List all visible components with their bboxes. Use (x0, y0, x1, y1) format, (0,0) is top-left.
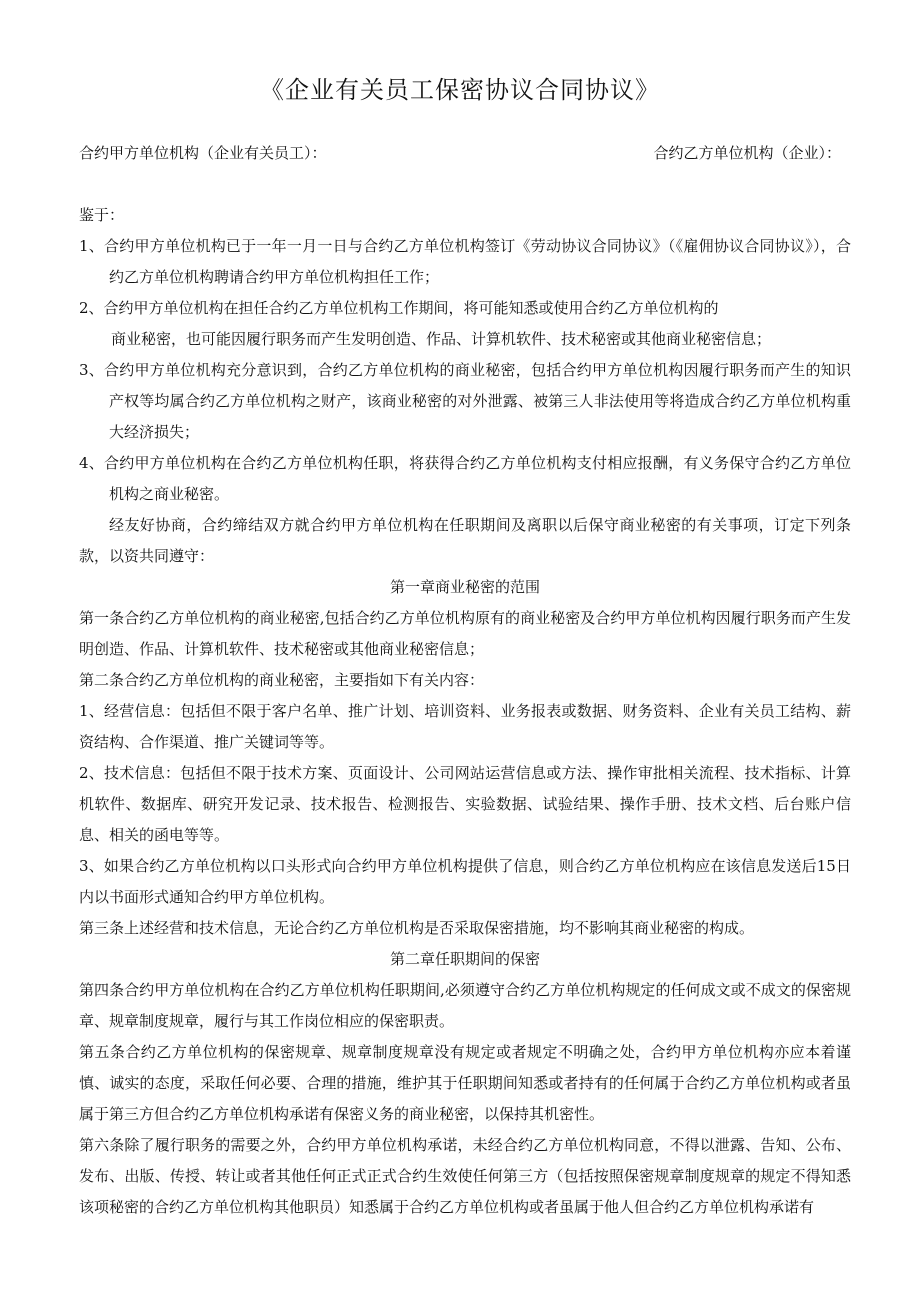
article-4: 第四条合约甲方单位机构在合约乙方单位机构任职期间,必须遵守合约乙方单位机构规定的任何成文或不成文的保密规章、规章制度规章，履行与其工作岗位相应的保密职责。 (79, 981, 851, 1030)
article-5: 第五条合约乙方单位机构的保密规章、规章制度规章没有规定或者规定不明确之处，合约甲方单位机构亦应本着谨慎、诚实的态度，采取任何必要、合理的措施，维护其于任职期间知悉或者持有的任何属于合约乙方单位机构或者虽属于第三方但合约乙方单位机构承诺有保密义务的商业秘密，以保持其机密性。 (79, 1043, 851, 1123)
document-body (79, 200, 851, 1223)
article-2-item-3: 3、如果合约乙方单位机构以口头形式向合约甲方单位机构提供了信息，则合约乙方单位机构应在该信息发送后15日内以书面形式通知合约甲方单位机构。 (79, 857, 851, 906)
chapter-2-heading: 第二章任职期间的保密 (389, 950, 540, 968)
parties-line (79, 142, 841, 170)
article-2-item-1: 1、经营信息：包括但不限于客户名单、推广计划、培训资料、业务报表或数据、财务资料、企业有关员工结构、薪资结构、合作渠道、推广关键词等等。 (79, 702, 851, 751)
article-3: 第三条上述经营和技术信息，无论合约乙方单位机构是否采取保密措施，均不影响其商业秘密的构成。 (79, 919, 755, 937)
recital-2-cont: 商业秘密，也可能因履行职务而产生发明创造、作品、计算机软件、技术秘密或其他商业秘密信息； (111, 330, 772, 348)
preamble: 经友好协商，合约缔结双方就合约甲方单位机构在任职期间及离职以后保守商业秘密的有关事项，订定下列条款，以资共同遵守： (79, 516, 851, 565)
recital-4: 4、合约甲方单位机构在合约乙方单位机构任职，将获得合约乙方单位机构支付相应报酬，有义务保守合约乙方单位机构之商业秘密。 (79, 454, 851, 503)
article-2-item-2: 2、技术信息：包括但不限于技术方案、页面设计、公司网站运营信息或方法、操作审批相关流程、技术指标、计算机软件、数据库、研究开发记录、技术报告、检测报告、实验数据、试验结果、操作手册、技术文档、后台账户信息、相关的函电等等。 (79, 764, 851, 844)
recital-1: 1、合约甲方单位机构已于一年一月一日与合约乙方单位机构签订《劳动协议合同协议》（《雇佣协议合同协议》），合约乙方单位机构聘请合约甲方单位机构担任工作； (79, 237, 851, 286)
article-2: 第二条合约乙方单位机构的商业秘密，主要指如下有关内容： (79, 671, 485, 689)
document-title: 《企业有关员工保密协议合同协议》 (260, 76, 660, 104)
recital-3: 3、合约甲方单位机构充分意识到，合约乙方单位机构的商业秘密，包括合约甲方单位机构因履行职务而产生的知识产权等均属合约乙方单位机构之财产，该商业秘密的对外泄露、被第三人非法使用等将造成合约乙方单位机构重大经济损失； (79, 361, 851, 441)
article-6: 第六条除了履行职务的需要之外，合约甲方单位机构承诺，未经合约乙方单位机构同意，不得以泄露、告知、公布、发布、出版、传授、转让或者其他任何正式正式合约生效使任何第三方（包括按照保密规章制度规章的规定不得知悉该项秘密的合约乙方单位机构其他职员）知悉属于合约乙方单位机构或者虽属于他人但合约乙方单位机构承诺有 (79, 1136, 851, 1216)
party-a-label: 合约甲方单位机构（企业有关员工）： (79, 144, 327, 162)
party-b-label: 合约乙方单位机构（企业）： (653, 144, 841, 162)
whereas-heading: 鉴于： (79, 206, 125, 224)
chapter-1-heading: 第一章商业秘密的范围 (389, 578, 540, 596)
article-1: 第一条合约乙方单位机构的商业秘密,包括合约乙方单位机构原有的商业秘密及合约甲方单位机构因履行职务而产生发明创造、作品、计算机软件、技术秘密或其他商业秘密信息； (79, 609, 851, 658)
recital-2: 2、合约甲方单位机构在担任合约乙方单位机构工作期间，将可能知悉或使用合约乙方单位机构的 (79, 299, 719, 317)
